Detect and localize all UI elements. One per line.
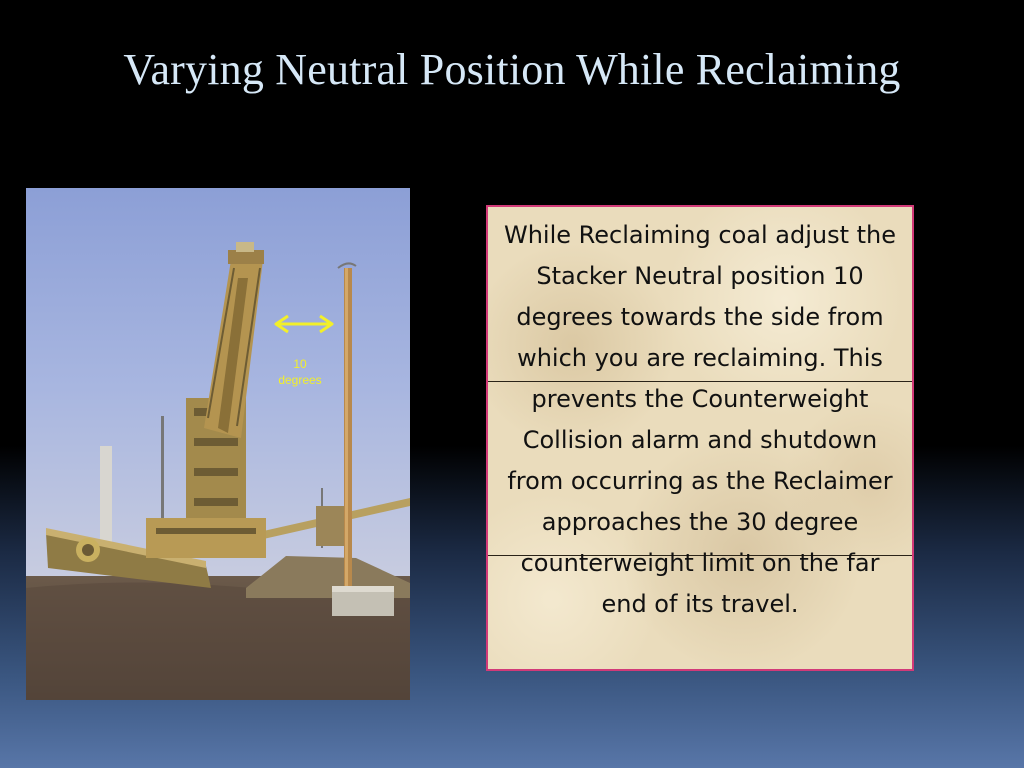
stacker-reclaimer-photo (26, 188, 410, 700)
angle-annotation-unit: degrees (278, 373, 322, 387)
explanation-text: While Reclaiming coal adjust the Stacker Neutral position 10 degrees towards the side from which you are reclaiming. This prevents the Counterweight Collision alarm and shutdown from occurring as the Reclaimer approaches the 30 degree counterweight limit on the far end of its travel. (503, 221, 897, 618)
slide-title: Varying Neutral Position While Reclaiming (123, 45, 901, 94)
angle-annotation-number: 10 (293, 357, 307, 371)
explanation-textbox (486, 205, 914, 671)
angle-annotation (270, 356, 330, 388)
